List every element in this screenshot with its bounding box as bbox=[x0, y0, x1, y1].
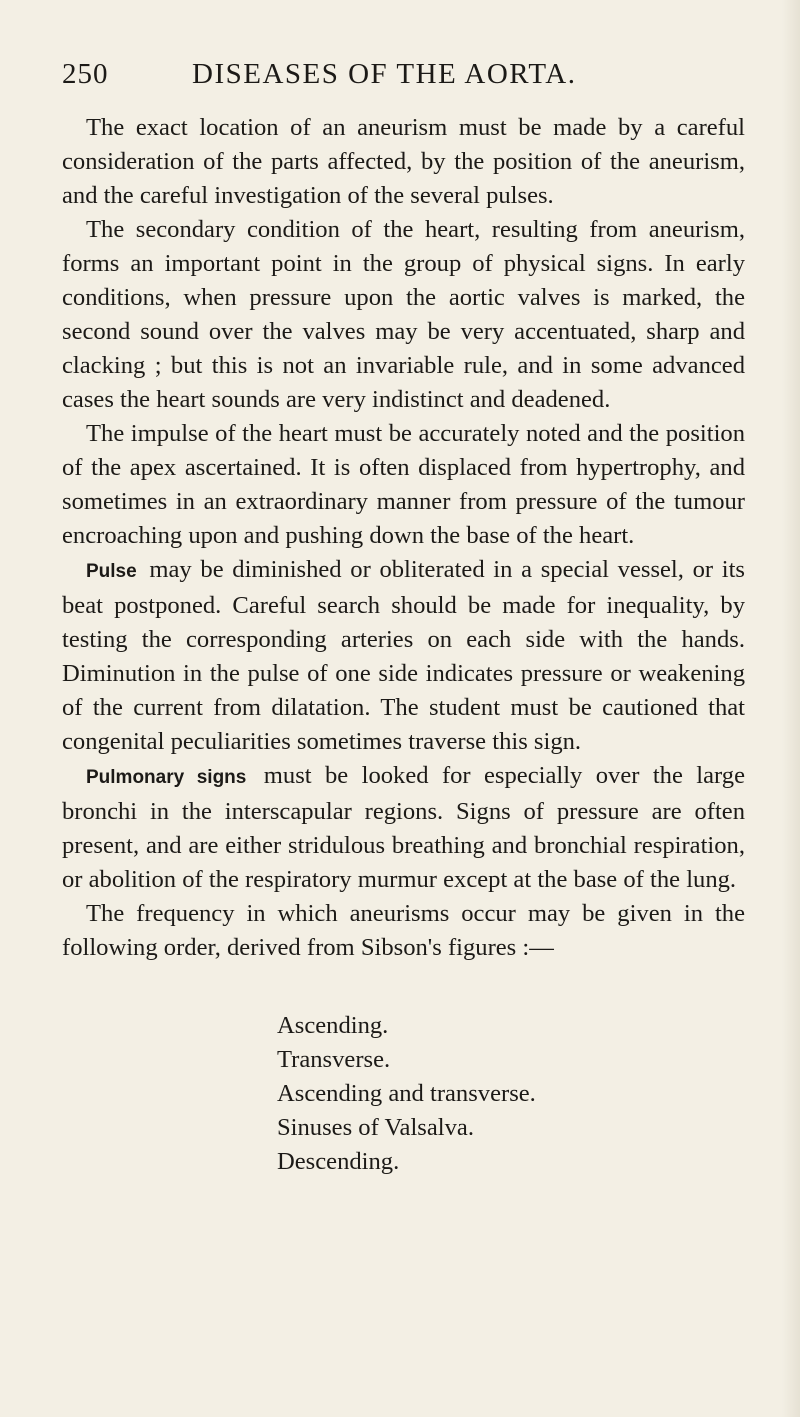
page-header bbox=[62, 58, 742, 102]
paragraph-location: The exact location of an aneurism must be made by a careful consideration of the parts affected, by the position of the aneurism, and the careful investigation of the several pulses. bbox=[62, 114, 745, 209]
running-head: DISEASES OF THE AORTA. bbox=[192, 58, 577, 90]
page-body bbox=[62, 111, 745, 1179]
paragraph-frequency: The frequency in which aneurisms occur may be given in the following order, derived from Sibson's figures :— bbox=[62, 900, 745, 961]
pulmonary-text: must be looked for especially over the large bronchi in the interscapular regions. Signs of pressure are often present, and are either stridulous breathing and bronchial respiration, or abolition of the respiratory murmur except at the base of the lung. bbox=[62, 762, 745, 893]
list-item: Ascending. bbox=[277, 1012, 389, 1039]
paragraph-pulse bbox=[62, 553, 745, 759]
page-number: 250 bbox=[62, 58, 109, 90]
paragraph-impulse: The impulse of the heart must be accurately noted and the position of the apex ascertained. It is often displaced from hypertrophy, and sometimes in an extraordinary manner from pressure of the tumour encroaching upon and pushing down the base of the heart. bbox=[62, 420, 745, 549]
pulse-heading: Pulse bbox=[86, 561, 137, 582]
pulse-text: may be diminished or obliterated in a special vessel, or its beat postponed. Careful search should be made for inequality, by testing the corresponding arteries on each side with the hands. Diminution in the pulse of one side indicates pressure or weakening of the current from dilatation. The student must be cautioned that congenital peculiarities sometimes traverse this sign. bbox=[62, 556, 745, 755]
page-edge-shadow bbox=[782, 0, 800, 1417]
paragraph-heart-condition: The secondary condition of the heart, resulting from aneurism, forms an important point in the group of physical signs. In early conditions, when pressure upon the aortic valves is marked, the second sound over the valves may be very accentuated, sharp and clacking ; but this is not an invariable rule, and in some advanced cases the heart sounds are very indistinct and deadened. bbox=[62, 216, 745, 413]
list-item: Ascending and transverse. bbox=[277, 1080, 536, 1107]
list-item: Descending. bbox=[277, 1148, 400, 1175]
paragraph-pulmonary bbox=[62, 759, 745, 897]
aneurism-order-list bbox=[277, 1009, 745, 1179]
list-item: Transverse. bbox=[277, 1046, 391, 1073]
pulmonary-heading: Pulmonary signs bbox=[86, 767, 247, 788]
list-item: Sinuses of Valsalva. bbox=[277, 1114, 474, 1141]
